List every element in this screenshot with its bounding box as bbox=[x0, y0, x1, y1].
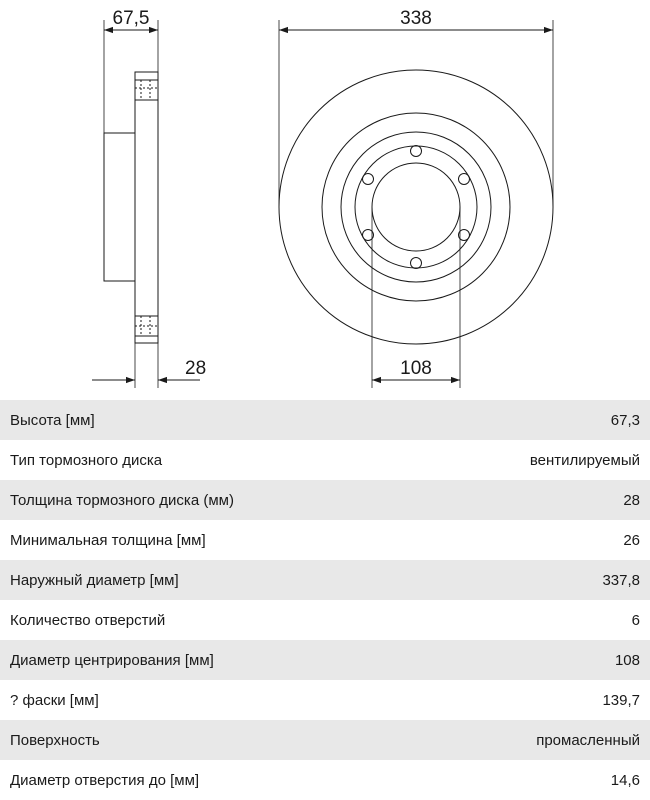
spec-value: 67,3 bbox=[610, 411, 640, 429]
bolt-hole bbox=[459, 174, 470, 185]
bolt-hole bbox=[411, 258, 422, 269]
spec-value: 108 bbox=[614, 651, 640, 669]
spec-label: Диаметр отверстия до [мм] bbox=[10, 771, 200, 789]
spec-value: 26 bbox=[623, 531, 640, 549]
spec-row bbox=[0, 520, 650, 560]
spec-row bbox=[0, 640, 650, 680]
front-view bbox=[279, 20, 553, 388]
spec-label: Количество отверстий bbox=[10, 611, 166, 629]
spec-row bbox=[0, 560, 650, 600]
spec-row bbox=[0, 400, 650, 440]
spec-label: Минимальная толщина [мм] bbox=[10, 531, 206, 549]
center-bore bbox=[372, 163, 460, 251]
spec-row bbox=[0, 440, 650, 480]
spec-value: вентилируемый bbox=[529, 451, 640, 469]
spec-label: Тип тормозного диска bbox=[10, 451, 163, 469]
bolt-hole bbox=[363, 174, 374, 185]
outer-diameter-dim-label: 338 bbox=[400, 8, 432, 29]
spec-row bbox=[0, 480, 650, 520]
hat-section bbox=[104, 133, 135, 281]
spec-value: 6 bbox=[631, 611, 640, 629]
hat-circle bbox=[341, 132, 491, 282]
thickness-dim-label: 28 bbox=[185, 358, 207, 379]
height-dim-label: 67,5 bbox=[112, 8, 150, 29]
side-view bbox=[92, 20, 200, 388]
spec-value: промасленный bbox=[536, 731, 640, 749]
spec-table bbox=[0, 400, 650, 800]
spec-label: Поверхность bbox=[10, 731, 100, 749]
spec-value: 337,8 bbox=[602, 571, 640, 589]
spec-row bbox=[0, 680, 650, 720]
rotor-profile bbox=[135, 72, 158, 343]
spec-value: 28 bbox=[623, 491, 640, 509]
spec-label: Толщина тормозного диска (мм) bbox=[10, 491, 234, 509]
bolt-hole bbox=[411, 146, 422, 157]
center-diameter-dim-label: 108 bbox=[400, 358, 432, 379]
spec-row bbox=[0, 760, 650, 800]
spec-value: 139,7 bbox=[602, 691, 640, 709]
spec-label: Наружный диаметр [мм] bbox=[10, 571, 179, 589]
outer-circle bbox=[279, 70, 553, 344]
spec-value: 14,6 bbox=[610, 771, 640, 789]
spec-row bbox=[0, 600, 650, 640]
spec-label: Высота [мм] bbox=[10, 411, 95, 429]
friction-inner-circle bbox=[322, 113, 510, 301]
spec-label: Диаметр центрирования [мм] bbox=[10, 651, 214, 669]
spec-row bbox=[0, 720, 650, 760]
bolt-circle-ring bbox=[355, 146, 477, 268]
spec-label: ? фаски [мм] bbox=[10, 691, 99, 709]
